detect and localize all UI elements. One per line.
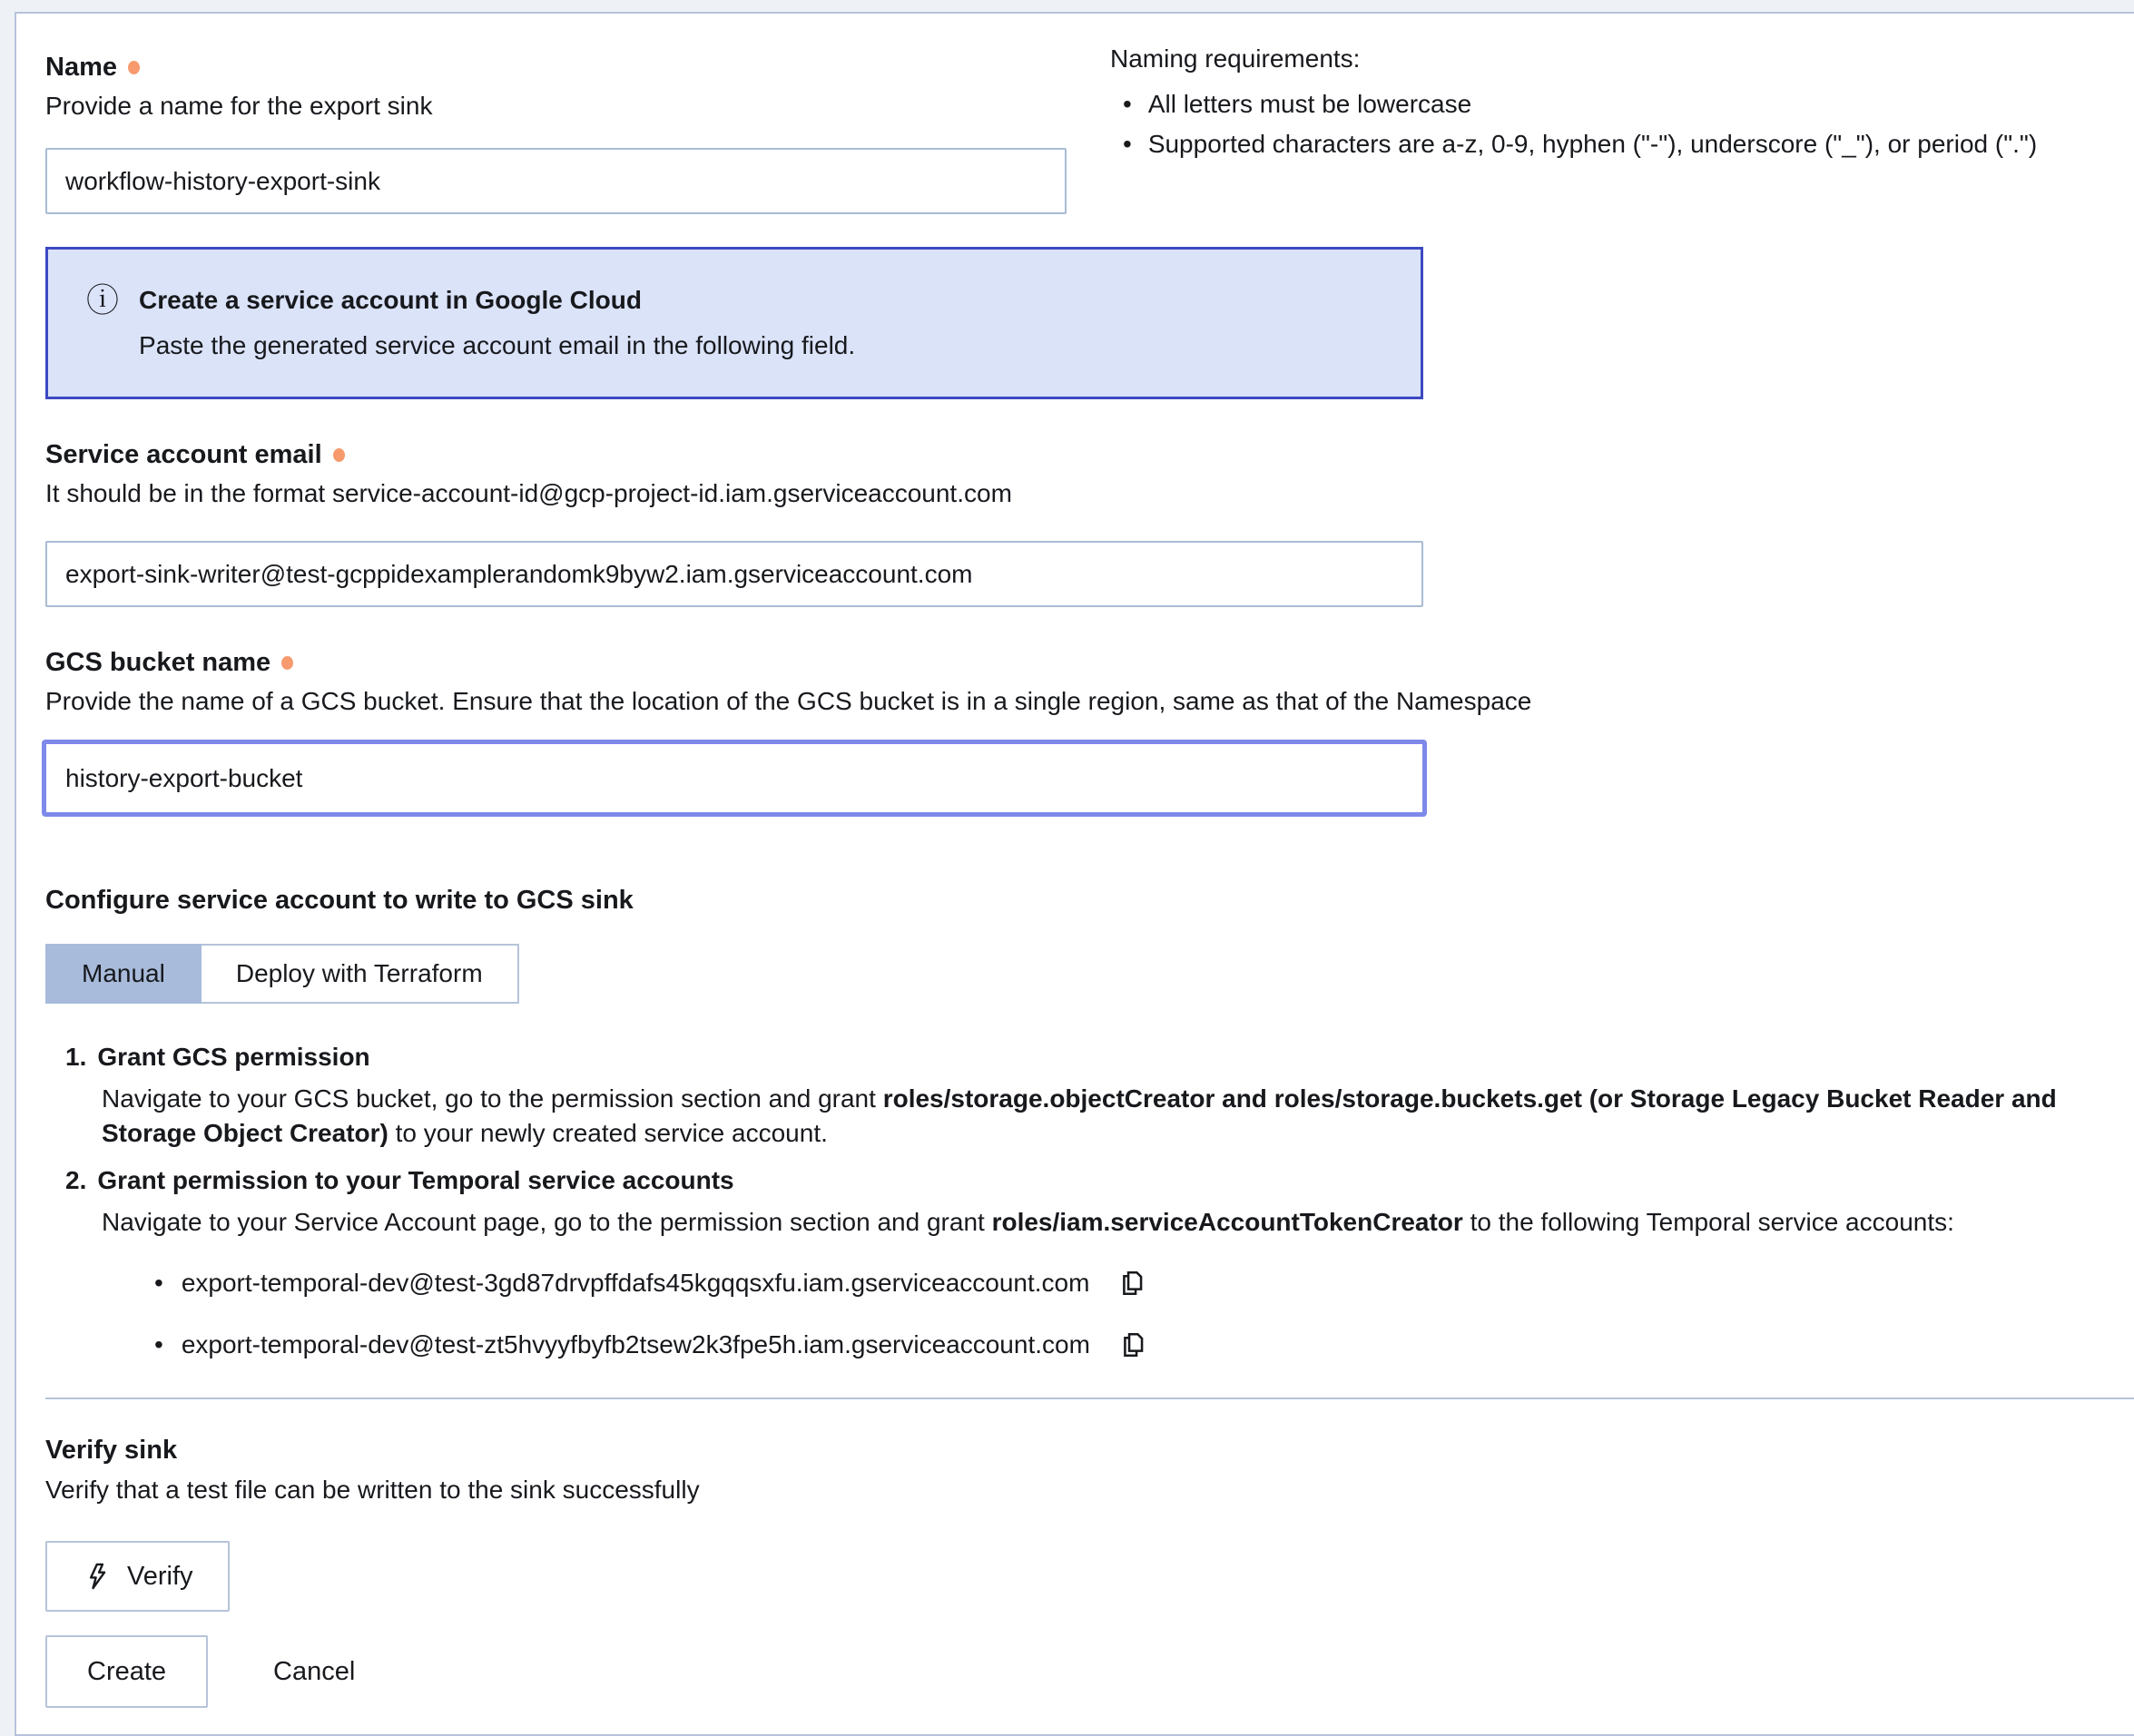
gcs-bucket-name-input[interactable] xyxy=(42,740,1427,817)
verify-button-label: Verify xyxy=(127,1561,193,1591)
service-account-info-banner xyxy=(45,247,1423,399)
configure-tab-group xyxy=(45,944,519,1004)
export-sink-form-panel xyxy=(15,12,2134,1736)
info-banner-description: Paste the generated service account email in the following field. xyxy=(139,331,856,359)
naming-requirement-text: All letters must be lowercase xyxy=(1147,90,1472,118)
section-divider xyxy=(45,1398,2134,1399)
name-and-requirements-row xyxy=(45,41,2134,214)
sink-name-input[interactable] xyxy=(45,148,1067,214)
step-1-text-before: Navigate to your GCS bucket, go to the permission section and grant xyxy=(102,1084,883,1113)
naming-requirement-item xyxy=(1123,130,2037,159)
required-dot-icon xyxy=(128,61,140,74)
lightning-bolt-icon xyxy=(82,1562,111,1591)
step-2-text-after: to the following Temporal service accounts: xyxy=(1462,1208,1954,1236)
naming-requirement-item xyxy=(1123,90,2037,119)
step-1-roles-bold: roles/storage.objectCreator and roles/storage.buckets.get (or Storage Legacy Bucket Reader and Storage Object Creator) xyxy=(102,1084,2057,1147)
name-field-label xyxy=(45,52,1067,83)
step-2-instructions xyxy=(102,1205,2090,1240)
cancel-button[interactable]: Cancel xyxy=(273,1656,356,1686)
name-label-text: Name xyxy=(45,53,117,82)
bullet-icon: • xyxy=(154,1269,163,1297)
configure-section-title: Configure service account to write to GCS sink xyxy=(45,886,634,915)
step-2-number: 2. xyxy=(65,1166,87,1194)
copy-email-button[interactable] xyxy=(1116,1269,1146,1298)
service-account-field-description: It should be in the format service-account-id@gcp-project-id.iam.gserviceaccount.com xyxy=(45,479,1012,507)
bullet-icon: • xyxy=(1123,90,1132,118)
tab-manual-label: Manual xyxy=(82,959,165,987)
naming-requirement-text: Supported characters are a-z, 0-9, hyphen ("-"), underscore ("_"), or period (".") xyxy=(1147,130,2038,158)
name-field-description: Provide a name for the export sink xyxy=(45,92,433,120)
bucket-field-description: Provide the name of a GCS bucket. Ensure that the location of the GCS bucket is in a single region, same as that of the Namespace xyxy=(45,687,1532,715)
step-1-title-text: Grant GCS permission xyxy=(97,1043,370,1071)
copy-icon xyxy=(1116,1269,1146,1298)
temporal-account-item xyxy=(154,1327,2134,1363)
step-2-text-before: Navigate to your Service Account page, go to the permission section and grant xyxy=(102,1208,992,1236)
form-actions xyxy=(45,1635,2134,1708)
info-circle-icon: ⓘ xyxy=(86,281,120,319)
step-2-title xyxy=(65,1163,2134,1198)
step-2-title-text: Grant permission to your Temporal service accounts xyxy=(97,1166,734,1194)
required-dot-icon xyxy=(333,448,345,462)
step-2-roles-bold: roles/iam.serviceAccountTokenCreator xyxy=(991,1208,1463,1236)
verify-button[interactable] xyxy=(45,1541,230,1612)
verify-sink-description: Verify that a test file can be written to the sink successfully xyxy=(45,1476,700,1504)
create-button[interactable]: Create xyxy=(45,1635,208,1708)
naming-requirements-list xyxy=(1110,90,2037,159)
bullet-icon: • xyxy=(154,1330,163,1358)
bucket-field-label xyxy=(45,647,2134,678)
required-dot-icon xyxy=(281,656,293,670)
bucket-label-text: GCS bucket name xyxy=(45,648,271,677)
info-banner-title: Create a service account in Google Cloud xyxy=(139,286,642,314)
step-1-number: 1. xyxy=(65,1043,87,1071)
step-1-instructions xyxy=(102,1082,2090,1151)
naming-requirements xyxy=(1110,41,2037,159)
copy-icon xyxy=(1117,1330,1146,1359)
verify-sink-title: Verify sink xyxy=(45,1436,178,1465)
service-account-field-label xyxy=(45,439,2134,470)
temporal-account-email: export-temporal-dev@test-zt5hvyyfbyfb2tsew2k3fpe5h.iam.gserviceaccount.com xyxy=(181,1330,1090,1358)
info-banner-body xyxy=(139,284,855,362)
naming-requirements-title: Naming requirements: xyxy=(1110,44,1361,73)
temporal-account-email: export-temporal-dev@test-3gd87drvpffdafs45kgqqsxfu.iam.gserviceaccount.com xyxy=(181,1269,1090,1297)
name-field-group xyxy=(45,41,1067,214)
temporal-account-item xyxy=(154,1265,2134,1301)
service-account-email-input[interactable] xyxy=(45,541,1423,607)
tab-manual[interactable] xyxy=(45,944,202,1004)
step-1-text-after: to your newly created service account. xyxy=(388,1119,828,1147)
copy-email-button[interactable] xyxy=(1117,1330,1146,1359)
tab-deploy-with-terraform[interactable] xyxy=(202,946,517,1002)
service-account-label-text: Service account email xyxy=(45,440,322,469)
step-1-title xyxy=(65,1040,2134,1074)
bullet-icon: • xyxy=(1123,130,1132,158)
tab-terraform-label: Deploy with Terraform xyxy=(235,959,483,987)
